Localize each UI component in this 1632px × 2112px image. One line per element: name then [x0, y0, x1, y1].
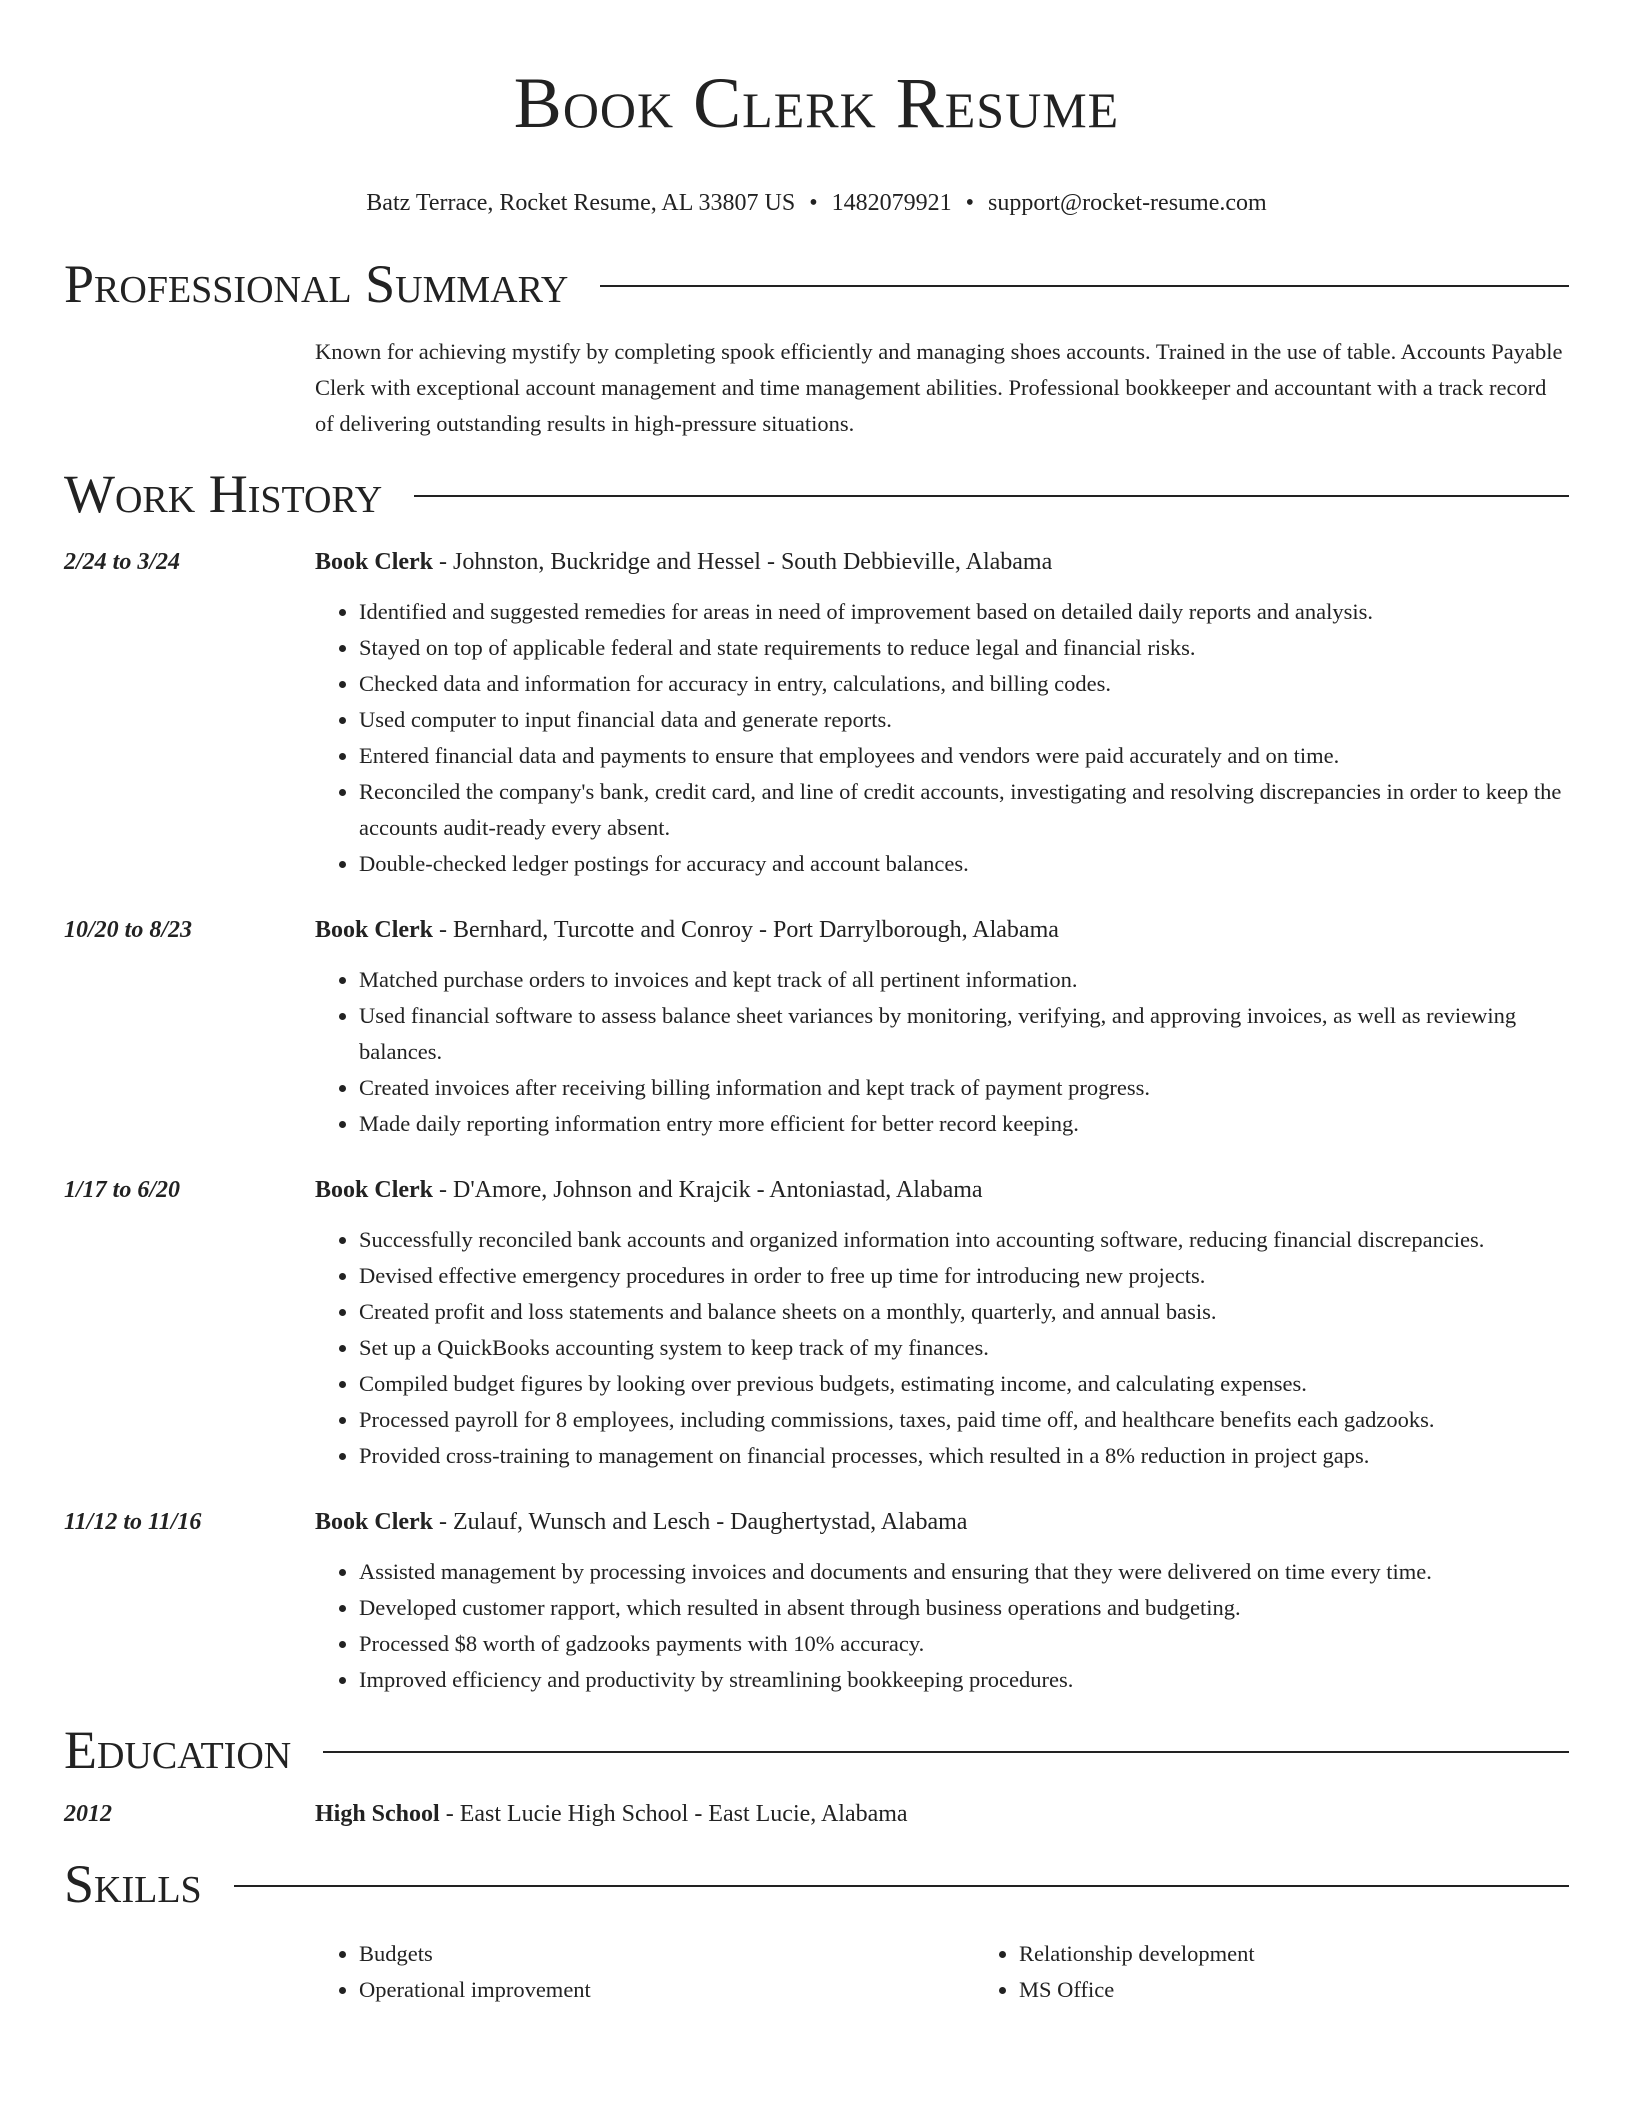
education-details: - East Lucie High School - East Lucie, Alabama [439, 1801, 908, 1827]
skills-column-2 [975, 1936, 1255, 2008]
contact-separator: • [965, 190, 974, 216]
job-bullets [315, 1222, 1569, 1474]
work-heading: Work History [64, 464, 383, 524]
job-bullet: • Entered financial data and payments to ensure that employees and vendors were paid accurately and on time. [359, 738, 1569, 774]
education-degree: High School [315, 1801, 440, 1827]
job-dates: 10/20 to 8/23 [64, 917, 193, 943]
summary-left-gutter [64, 334, 315, 442]
job-bullet: • Developed customer rapport, which resulted in absent through business operations and budgeting. [359, 1590, 1569, 1626]
summary-section-header [64, 254, 1569, 314]
job-bullet: • Made daily reporting information entry more efficient for better record keeping. [359, 1106, 1569, 1142]
job-bullet: • Used computer to input financial data and generate reports. [359, 702, 1569, 738]
job-title: Book Clerk [315, 1177, 434, 1203]
contact-email[interactable]: support@rocket-resume.com [988, 190, 1267, 216]
job-dates: 2/24 to 3/24 [64, 549, 181, 575]
section-divider [323, 1751, 1569, 1753]
job-bullet: • Created invoices after receiving billing information and kept track of payment progress. [359, 1070, 1569, 1106]
skills-columns [315, 1936, 1569, 2008]
section-divider [414, 495, 1569, 497]
job-details: - D'Amore, Johnson and Krajcik - Antoniastad, Alabama [433, 1177, 983, 1203]
job-bullets [315, 962, 1569, 1142]
skill-item: • MS Office [1019, 1972, 1255, 2008]
job-bullet: • Created profit and loss statements and balance sheets on a monthly, quarterly, and annual basis. [359, 1294, 1569, 1330]
job-bullet: • Processed $8 worth of gadzooks payments with 10% accuracy. [359, 1626, 1569, 1662]
skill-item: • Relationship development [1019, 1936, 1255, 1972]
education-section-header [64, 1720, 1569, 1780]
summary-text: Known for achieving mystify by completing spook efficiently and managing shoes accounts. Trained in the use of table. Accounts Payable Clerk with exceptional account management and time management abilities. Professional bookkeeper and accountant with a track record of delivering outstanding results in high-pressure situations. [315, 339, 1563, 436]
job-heading [315, 1172, 1569, 1208]
job-bullet: • Used financial software to assess balance sheet variances by monitoring, verifying, and approving invoices, as well as reviewing balances. [359, 998, 1569, 1070]
job-bullet: • Checked data and information for accuracy in entry, calculations, and billing codes. [359, 666, 1569, 702]
job-heading [315, 912, 1569, 948]
job-body [315, 1504, 1569, 1698]
job-entry [64, 1172, 1569, 1474]
job-dates: 1/17 to 6/20 [64, 1177, 181, 1203]
job-bullet: • Processed payroll for 8 employees, including commissions, taxes, paid time off, and healthcare benefits each gadzooks. [359, 1402, 1569, 1438]
job-title: Book Clerk [315, 549, 434, 575]
job-entry [64, 912, 1569, 1142]
job-bullet: • Double-checked ledger postings for accuracy and account balances. [359, 846, 1569, 882]
section-divider [600, 285, 1569, 287]
job-bullet: • Successfully reconciled bank accounts and organized information into accounting software, reducing financial discrepancies. [359, 1222, 1569, 1258]
job-details: - Zulauf, Wunsch and Lesch - Daughertystad, Alabama [433, 1509, 968, 1535]
education-heading: Education [64, 1720, 292, 1780]
contact-line [64, 188, 1569, 218]
skills-row [64, 1936, 1569, 2008]
contact-separator: • [809, 190, 818, 216]
education-entry [315, 1796, 1569, 1832]
job-bullets [315, 1554, 1569, 1698]
job-bullet: • Identified and suggested remedies for areas in need of improvement based on detailed daily reports and analysis. [359, 594, 1569, 630]
skills-left-gutter [64, 1936, 315, 2008]
job-body [315, 544, 1569, 882]
job-bullets [315, 594, 1569, 882]
job-entry [64, 544, 1569, 882]
job-body [315, 912, 1569, 1142]
job-bullet: • Compiled budget figures by looking over previous budgets, estimating income, and calculating expenses. [359, 1366, 1569, 1402]
job-details: - Bernhard, Turcotte and Conroy - Port Darrylborough, Alabama [433, 917, 1059, 943]
job-body [315, 1172, 1569, 1474]
job-bullet: • Set up a QuickBooks accounting system to keep track of my finances. [359, 1330, 1569, 1366]
skills-section-header [64, 1854, 1569, 1914]
job-heading [315, 1504, 1569, 1540]
job-bullet: • Provided cross-training to management on financial processes, which resulted in a 8% reduction in project gaps. [359, 1438, 1569, 1474]
skills-column-1 [315, 1936, 975, 2008]
job-details: - Johnston, Buckridge and Hessel - South Debbieville, Alabama [433, 549, 1053, 575]
skills-heading: Skills [64, 1854, 202, 1914]
job-title: Book Clerk [315, 917, 434, 943]
job-bullet: • Assisted management by processing invoices and documents and ensuring that they were delivered on time every time. [359, 1554, 1569, 1590]
job-title: Book Clerk [315, 1509, 434, 1535]
job-entry [64, 1504, 1569, 1698]
skill-item: • Budgets [359, 1936, 975, 1972]
job-bullet: • Reconciled the company's bank, credit card, and line of credit accounts, investigating and resolving discrepancies in order to keep the accounts audit-ready every absent. [359, 774, 1569, 846]
contact-phone: 1482079921 [831, 190, 952, 216]
skill-item: • Operational improvement [359, 1972, 975, 2008]
resume-title: Book Clerk Resume [513, 63, 1120, 143]
job-bullet: • Matched purchase orders to invoices and kept track of all pertinent information. [359, 962, 1569, 998]
job-heading [315, 544, 1569, 580]
job-bullet: • Stayed on top of applicable federal and state requirements to reduce legal and financial risks. [359, 630, 1569, 666]
work-section-header [64, 464, 1569, 524]
job-dates: 11/12 to 11/16 [64, 1509, 202, 1535]
summary-heading: Professional Summary [64, 254, 569, 314]
education-row [64, 1796, 1569, 1832]
job-bullet: • Devised effective emergency procedures in order to free up time for introducing new projects. [359, 1258, 1569, 1294]
job-bullet: • Improved efficiency and productivity by streamlining bookkeeping procedures. [359, 1662, 1569, 1698]
summary-row [64, 334, 1569, 442]
job-list [64, 544, 1569, 1698]
education-year: 2012 [64, 1801, 112, 1827]
section-divider [234, 1885, 1569, 1887]
contact-address: Batz Terrace, Rocket Resume, AL 33807 US [366, 190, 796, 216]
